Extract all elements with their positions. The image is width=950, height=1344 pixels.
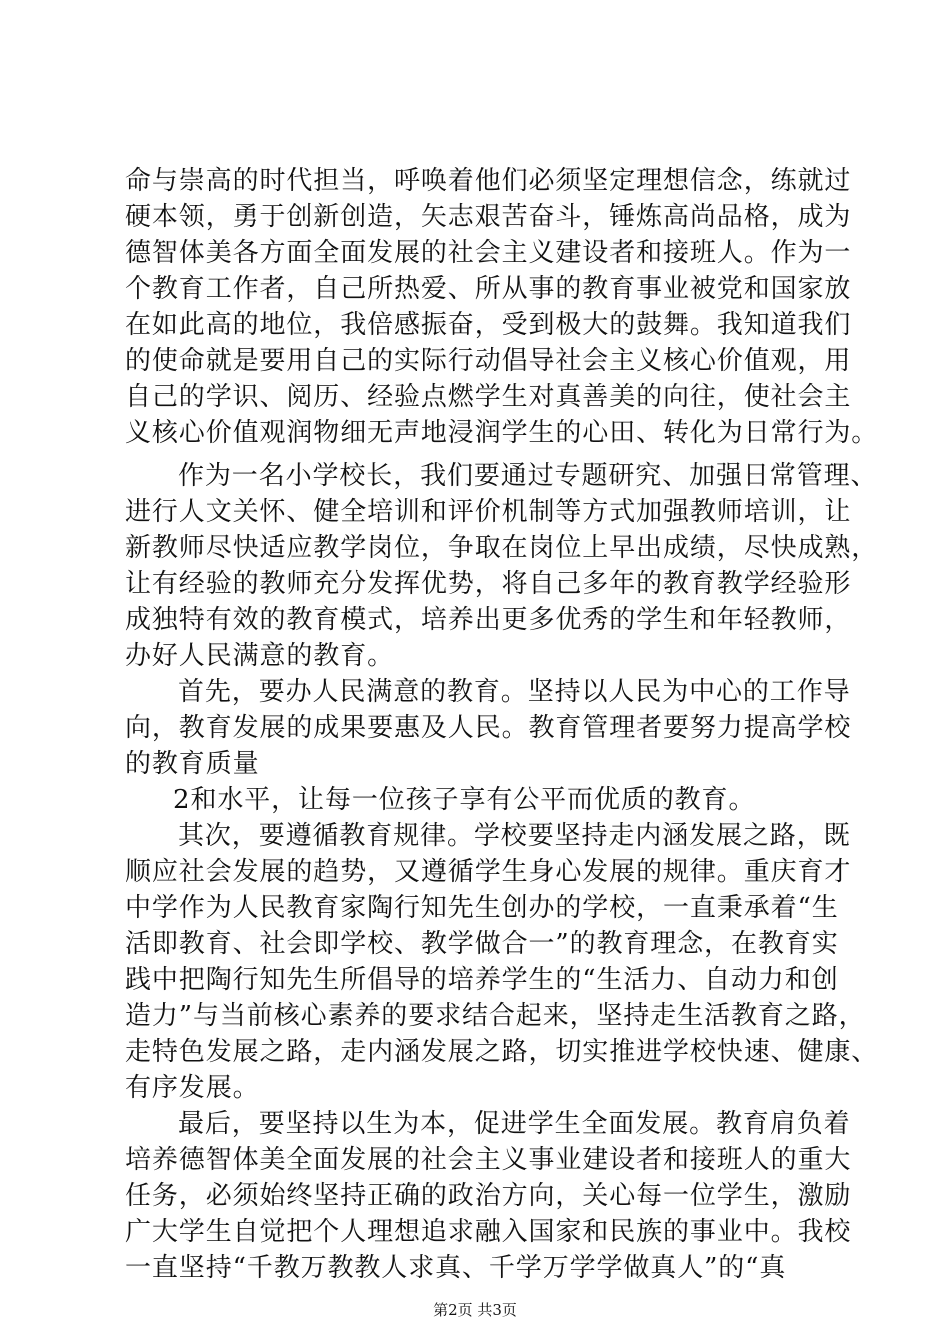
text-line: 的使命就是要用自己的实际行动倡导社会主义核心价值观，用 bbox=[125, 346, 852, 376]
text-line: 成独特有效的教育模式，培养出更多优秀的学生和年轻教师， bbox=[125, 605, 852, 635]
text-line: 硬本领，勇于创新创造，矢志艰苦奋斗，锤炼高尚品格，成为 bbox=[125, 202, 852, 232]
text-line: 命与崇高的时代担当，呼唤着他们必须坚定理想信念，练就过 bbox=[125, 166, 852, 196]
text-line: 进行人文关怀、健全培训和评价机制等方式加强教师培训，让 bbox=[125, 497, 852, 527]
text-line: 培养德智体美全面发展的社会主义事业建设者和接班人的重大 bbox=[125, 1145, 852, 1175]
text-line: 2和水平，让每一位孩子享有公平而优质的教育。 bbox=[173, 785, 756, 815]
text-line: 最后，要坚持以生为本，促进学生全面发展。教育肩负着 bbox=[178, 1109, 851, 1139]
text-line: 广大学生自觉把个人理想追求融入国家和民族的事业中。我校 bbox=[125, 1217, 852, 1247]
text-line: 其次，要遵循教育规律。学校要坚持走内涵发展之路，既 bbox=[178, 821, 851, 851]
text-line: 义核心价值观润物细无声地浸润学生的心田、转化为日常行为。 bbox=[125, 418, 879, 448]
text-line: 中学作为人民教育家陶行知先生创办的学校，一直秉承着“生 bbox=[125, 893, 839, 923]
text-line: 活即教育、社会即学校、教学做合一”的教育理念，在教育实 bbox=[125, 929, 839, 959]
text-line: 践中把陶行知先生所倡导的培养学生的“生活力、自动力和创 bbox=[125, 965, 839, 995]
text-line: 的教育质量 bbox=[125, 749, 260, 779]
text-line: 德智体美各方面全面发展的社会主义建设者和接班人。作为一 bbox=[125, 238, 852, 268]
text-line: 个教育工作者，自己所热爱、所从事的教育事业被党和国家放 bbox=[125, 274, 852, 304]
text-line: 自己的学识、阅历、经验点燃学生对真善美的向往，使社会主 bbox=[125, 382, 852, 412]
text-line: 向，教育发展的成果要惠及人民。教育管理者要努力提高学校 bbox=[125, 713, 852, 743]
text-line: 造力”与当前核心素养的要求结合起来，坚持走生活教育之路， bbox=[125, 1001, 866, 1031]
text-line: 首先，要办人民满意的教育。坚持以人民为中心的工作导 bbox=[178, 677, 851, 707]
text-line: 顺应社会发展的趋势，又遵循学生身心发展的规律。重庆育才 bbox=[125, 857, 852, 887]
text-line: 作为一名小学校长，我们要通过专题研究、加强日常管理、 bbox=[178, 461, 878, 491]
text-line: 在如此高的地位，我倍感振奋，受到极大的鼓舞。我知道我们 bbox=[125, 310, 852, 340]
text-line: 有序发展。 bbox=[125, 1073, 260, 1103]
text-line: 一直坚持“千教万教教人求真、千学万学学做真人”的“真 bbox=[125, 1253, 787, 1283]
text-line: 任务，必须始终坚持正确的政治方向，关心每一位学生，激励 bbox=[125, 1181, 852, 1211]
text-line: 走特色发展之路，走内涵发展之路，切实推进学校快速、健康、 bbox=[125, 1037, 879, 1067]
text-line: 新教师尽快适应教学岗位，争取在岗位上早出成绩，尽快成熟， bbox=[125, 533, 879, 563]
page-number-footer: 第2页 共3页 bbox=[433, 1301, 517, 1319]
text-line: 让有经验的教师充分发挥优势，将自己多年的教育教学经验形 bbox=[125, 569, 852, 599]
text-line: 办好人民满意的教育。 bbox=[125, 641, 395, 671]
